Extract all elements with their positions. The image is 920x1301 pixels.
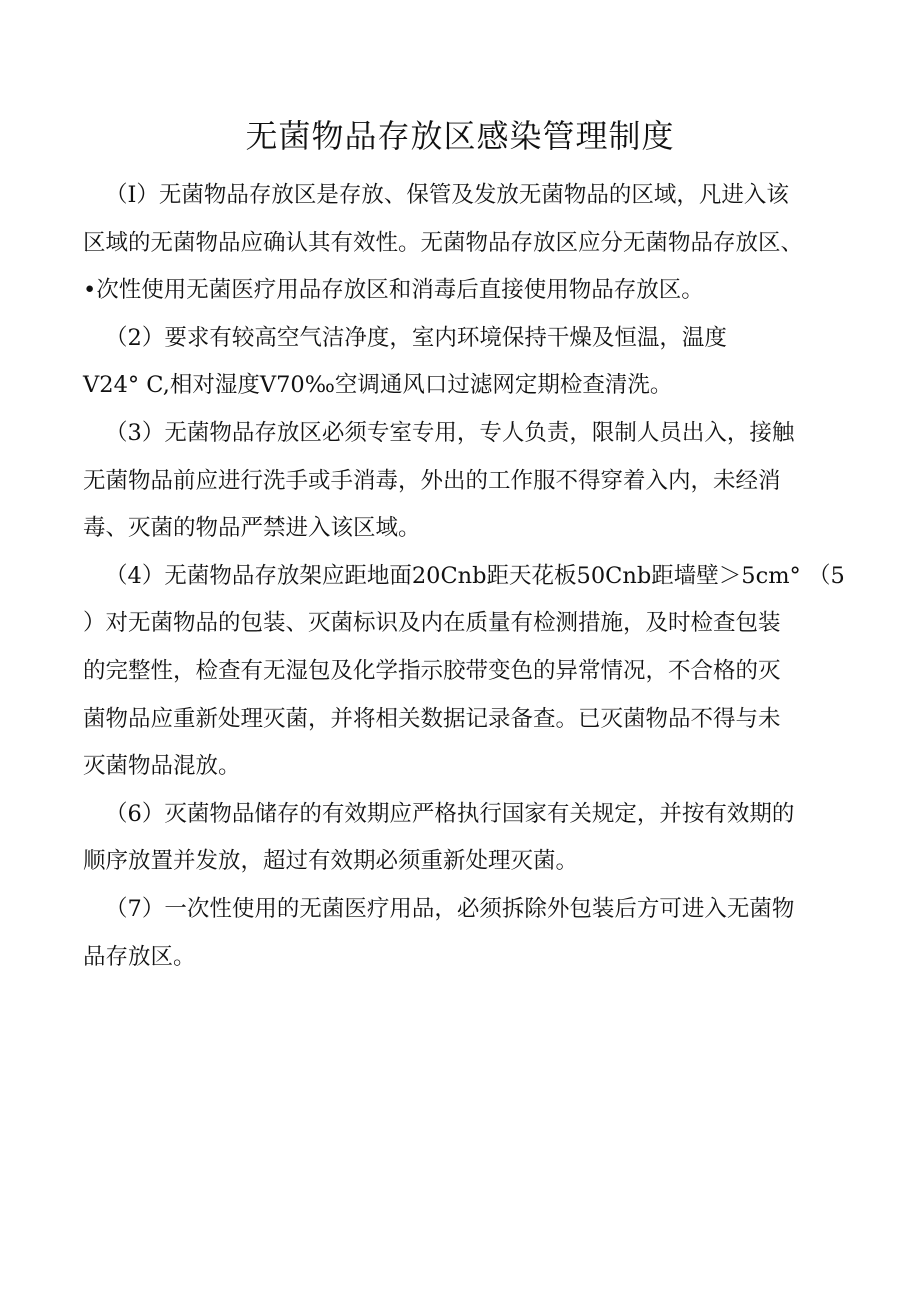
paragraph-line: （2）要求有较高空气洁净度，室内环境保持干燥及恒温，温度 (105, 324, 727, 351)
paragraph-line: （3）无菌物品存放区必须专室专用，专人负责，限制人员出入，接触 (105, 419, 795, 446)
paragraph-line: 菌物品应重新处理灭菌，并将相关数据记录备查。已灭菌物品不得与未 (83, 705, 781, 732)
page-title: 无菌物品存放区感染管理制度 (245, 117, 675, 155)
paragraph-7 (83, 886, 841, 981)
paragraph-line: 无菌物品前应进行洗手或手消毒，外出的工作服不得穿着入内，未经消 (83, 467, 781, 494)
paragraph-line: 毒、灭菌的物品严禁进入该区域。 (83, 515, 421, 542)
paragraph-line: 顺序放置并发放，超过有效期必须重新处理灭菌。 (83, 848, 579, 875)
document-body (83, 172, 845, 981)
paragraph-1 (83, 172, 841, 315)
paragraph-line: （I）无菌物品存放区是存放、保管及发放无菌物品的区域，凡进入该 (105, 182, 789, 208)
paragraph-2 (83, 315, 841, 410)
paragraph-line: 的完整性，检查有无湿包及化学指示胶带变色的异常情况，不合格的灭 (83, 657, 781, 684)
paragraph-line: 品存放区。 (83, 943, 196, 970)
paragraph-6 (83, 791, 841, 886)
paragraph-line: （7）一次性使用的无菌医疗用品，必须拆除外包装后方可进入无菌物 (105, 895, 795, 922)
paragraph-line: 区域的无菌物品应确认其有效性。无菌物品存放区应分无菌物品存放区、 (83, 229, 804, 256)
paragraph-4 (83, 553, 845, 791)
paragraph-line: ）对无菌物品的包装、灭菌标识及内在质量有检测措施，及时检查包装 (83, 610, 781, 637)
paragraph-line: •次性使用无菌医疗用品存放区和消毒后直接使用物品存放区。 (83, 277, 704, 304)
paragraph-line: V24° C,相对湿度V70‰空调通风口过滤网定期检查清洗。 (83, 372, 673, 399)
paragraph-line: 灭菌物品混放。 (83, 753, 241, 780)
paragraph-3 (83, 410, 841, 553)
paragraph-line: （6）灭菌物品储存的有效期应严格执行国家有关规定，并按有效期的 (105, 800, 795, 827)
paragraph-line: （4）无菌物品存放架应距地面20Cnb距天花板50Cnb距墙壁＞5cm° （5 (105, 562, 845, 589)
